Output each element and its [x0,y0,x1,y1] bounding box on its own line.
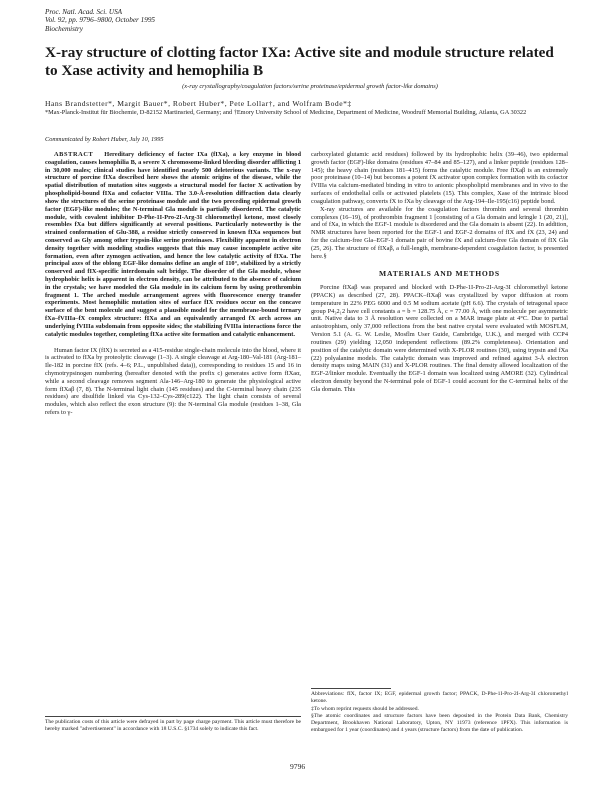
left-column [45,151,301,417]
right-column [311,151,568,394]
footnote-rule-right [311,688,391,689]
abstract-text: Hereditary deficiency of factor IXa (fIXa), a key enzyme in blood coagulation, causes hemophilia B, a severe X chromosome-linked bleeding disorder afflicting 1 in 30,000 males; clinical studies have identified nearly 500 deleterious variants. The x-ray structure of porcine fIXa described here shows the atomic origins of the disease, while the spatial distribution of mutation sites suggests a structural model for factor X activation by phospholipid-bound fIXa and cofactor VIIIa. The 3.0-Å-resolution diffraction data clearly show the structures of the serine proteinase module and the two preceding epidermal growth factor (EGF)-like modules; the N-terminal Gla module is partially disordered. The catalytic module, with covalent inhibitor D-Phe-1I-Pro-2I-Arg-3I chloromethyl ketone, most closely resembles fXa but differs significantly at several positions. Particularly noteworthy is the strained conformation of Glu-388, a residue strictly conserved in known fIXa sequences but conserved as Gly among other trypsin-like serine proteinases. Flexibility apparent in electron density together with modeling studies suggests that this may cause incomplete active site formation, even after zymogen activation, and hence the low catalytic activity of fIXa. The principal axes of the oblong EGF-like domains define an angle of 110°, stabilized by a strictly conserved and fIX-specific interdomain salt bridge. The disorder of the Gla module, whose hydrophobic helix is apparent in electron density, can be attributed to the absence of calcium in the crystals; we have modeled the Gla module in its calcium form by using prothrombin fragment 1. The arched module arrangement agrees with fluorescence energy transfer experiments. Most hemophilic mutation sites of surface fIX residues occur on the concave surface of the bent molecule and suggest a plausible model for the membrane-bound ternary fXa–fVIIIa–fX complex structure: fIXa and an equivalently arranged fX arch across an underlying fVIIIa subdomain from opposite sides; the stabilizing fVIIIa interactions force the catalytic modules together, completing fIXa active site formation and catalytic enhancement. [45,151,301,338]
background-paragraph: X-ray structures are available for the coagulation factors thrombin and several thrombin complexes (16–19), of prothrombin fragment 1 [consisting of a Gla domain and kringle 1 (20, 21)], and of fXa, in which the EGF-1 module is disordered and the Gla domain is absent (22). In addition, NMR structures have been reported for the EGF-1 and EGF-2 domains of fIX and fX (23, 24) and for the calcium-free Gla–EGF-1 domain pair of bovine fX and calcium-free Gla domain of fIX Gla (25, 26). The structure of fIXaβ, a full-length, membrane-dependent coagulation factor, is presented here.§ [311,205,568,260]
affiliations: *Max-Planck-Institut für Biochemie, D-82152 Martinsried, Germany; and †Emory University School of Medicine, Department of Medicine, Woodruff Memorial Building, Atlanta, GA 30322 [45,109,527,116]
journal-volume: Vol. 92, pp. 9796–9800, October 1995 [45,16,156,25]
intro-continued-paragraph: carboxylated glutamic acid residues) followed by its hydrophobic helix (39–46), two epidermal growth factor (EGF)-like domains (residues 47–84 and 85–127), and a linker peptide (residues 128–145); the heavy chain (residues 181–415) forms the catalytic module. Free fIXaβ is an extremely poor proteinase (10–14) but becomes a potent fX activator upon complex formation with its cofactor fVIIIa via calcium-mediated binding in vitro to anionic phospholipid membranes and in vivo to the surfaces of endothelial cells or activated platelets (15). This complex, Xase of the intrinsic blood coagulation pathway, converts fX to fXa by cleavage of the Arg-194–Ile-195(c16) peptide bond. [311,151,568,205]
keywords: (x-ray crystallography/coagulation factors/serine proteinase/epidermal growth factor-like domains) [182,83,438,90]
journal-name: Proc. Natl. Acad. Sci. USA [45,8,123,16]
page-number: 9796 [290,762,306,771]
footnote-correspondence: ‡To whom reprint requests should be addressed. [311,705,419,712]
communicated-by: Communicated by Robert Huber, July 10, 1995 [45,136,164,143]
author-list: Hans Brandstetter*, Margit Bauer*, Robert Huber*, Pete Lollar†, and Wolfram Bode*‡ [45,99,352,108]
journal-header [45,8,155,33]
footnote-abbreviations: Abbreviations: fIX, factor IX; EGF, epidermal growth factor; PPACK, D-Phe-1I-Pro-2I-Arg-3I chloromethyl ketone. [311,691,568,704]
footnotes [311,691,568,735]
article-title: X-ray structure of clotting factor IXa: Active site and module structure related to Xase activity and hemophilia B [45,44,554,79]
intro-paragraph: Human factor IX (fIX) is secreted as a 415-residue single-chain molecule into the blood, where it is activated to fIXa by proteolytic cleavage (1–3). A single cleavage at Arg-180–Val-181 (Arg-181–Ile-182 in porcine fIX (refs. 4–6; P.L., unpublished data)), corresponding to residues 15 and 16 in chymotrypsinogen numbering (hereafter denoted with the prefix c) generates active form fIXaα, while a second cleavage removes segment Ala-146–Arg-180 to generate the physiological active form fIXaβ (7, 8). The N-terminal light chain (145 residues) and the C-terminal heavy chain (235 residues) are disulfide linked via Cys-132–Cys-289(c122). The light chain consists of several modules, which also reflect the exon structure (9): the N-terminal Gla module (residues 1–38, Gla refers to γ- [45,346,301,416]
abstract-label: ABSTRACT [54,151,94,158]
methods-paragraph: Porcine fIXaβ was prepared and blocked with D-Phe-1I-Pro-2I-Arg-3I chloromethyl ketone (PPACK) as described (27, 28). PPACK–fIXaβ was crystallized by vapor diffusion at room temperature in 22% PEG 6000 and 0.5 M sodium acetate (pH 6.6). The crystals of tetragonal space group P4₃2₁2 have cell constants a = b = 128.75 Å, c = 77.00 Å, with one molecule per asymmetric unit. Native data to 3 Å resolution were collected on a MAR image plate at 4°C. Due to partial anisotrophism, only 37,000 reflections from the best native crystal were evaluated with MOSFLM, Version 5.1 (A. G. W. Leslie, Mosflm User Guide, Cambridge, U.K.), and merged with CCP4 routines (29) yielding 12,050 independent reflections (89.2% completeness). Orientation and position of the catalytic domain were determined with X-PLOR routines (30), using trypsin and fXa (22) polyalanine models. The catalytic domain was improved and refined against 3-Å electron density maps using MAIN (31) and X-PLOR routines. The final density allowed localization of the EGF-2/linker module. Eventually the EGF-1 domain was localized using AMORE (32). Cylindrical electron density beyond the N-terminal pole of EGF-1 could account for the C-terminal helix of the Gla domain. This [311,284,568,393]
methods-heading: MATERIALS AND METHODS [379,269,500,279]
footnote-rule-left [45,716,301,717]
abstract [45,151,301,339]
journal-section: Biochemistry [45,24,83,33]
footnote-coordinates: §The atomic coordinates and structure factors have been deposited in the Protein Data Bank, Chemistry Department, Brookhaven National Laboratory, Upton, NY 11973 (reference 1PFX). This information is embargoed for 1 year (coordinates) and 4 years (structure factors) from the date of publication. [311,713,568,733]
publication-cost-footnote: The publication costs of this article were defrayed in part by page charge payment. This article must therefore be hereby marked "advertisement" in accordance with 18 U.S.C. §1734 solely to indicate this fact. [45,719,301,732]
